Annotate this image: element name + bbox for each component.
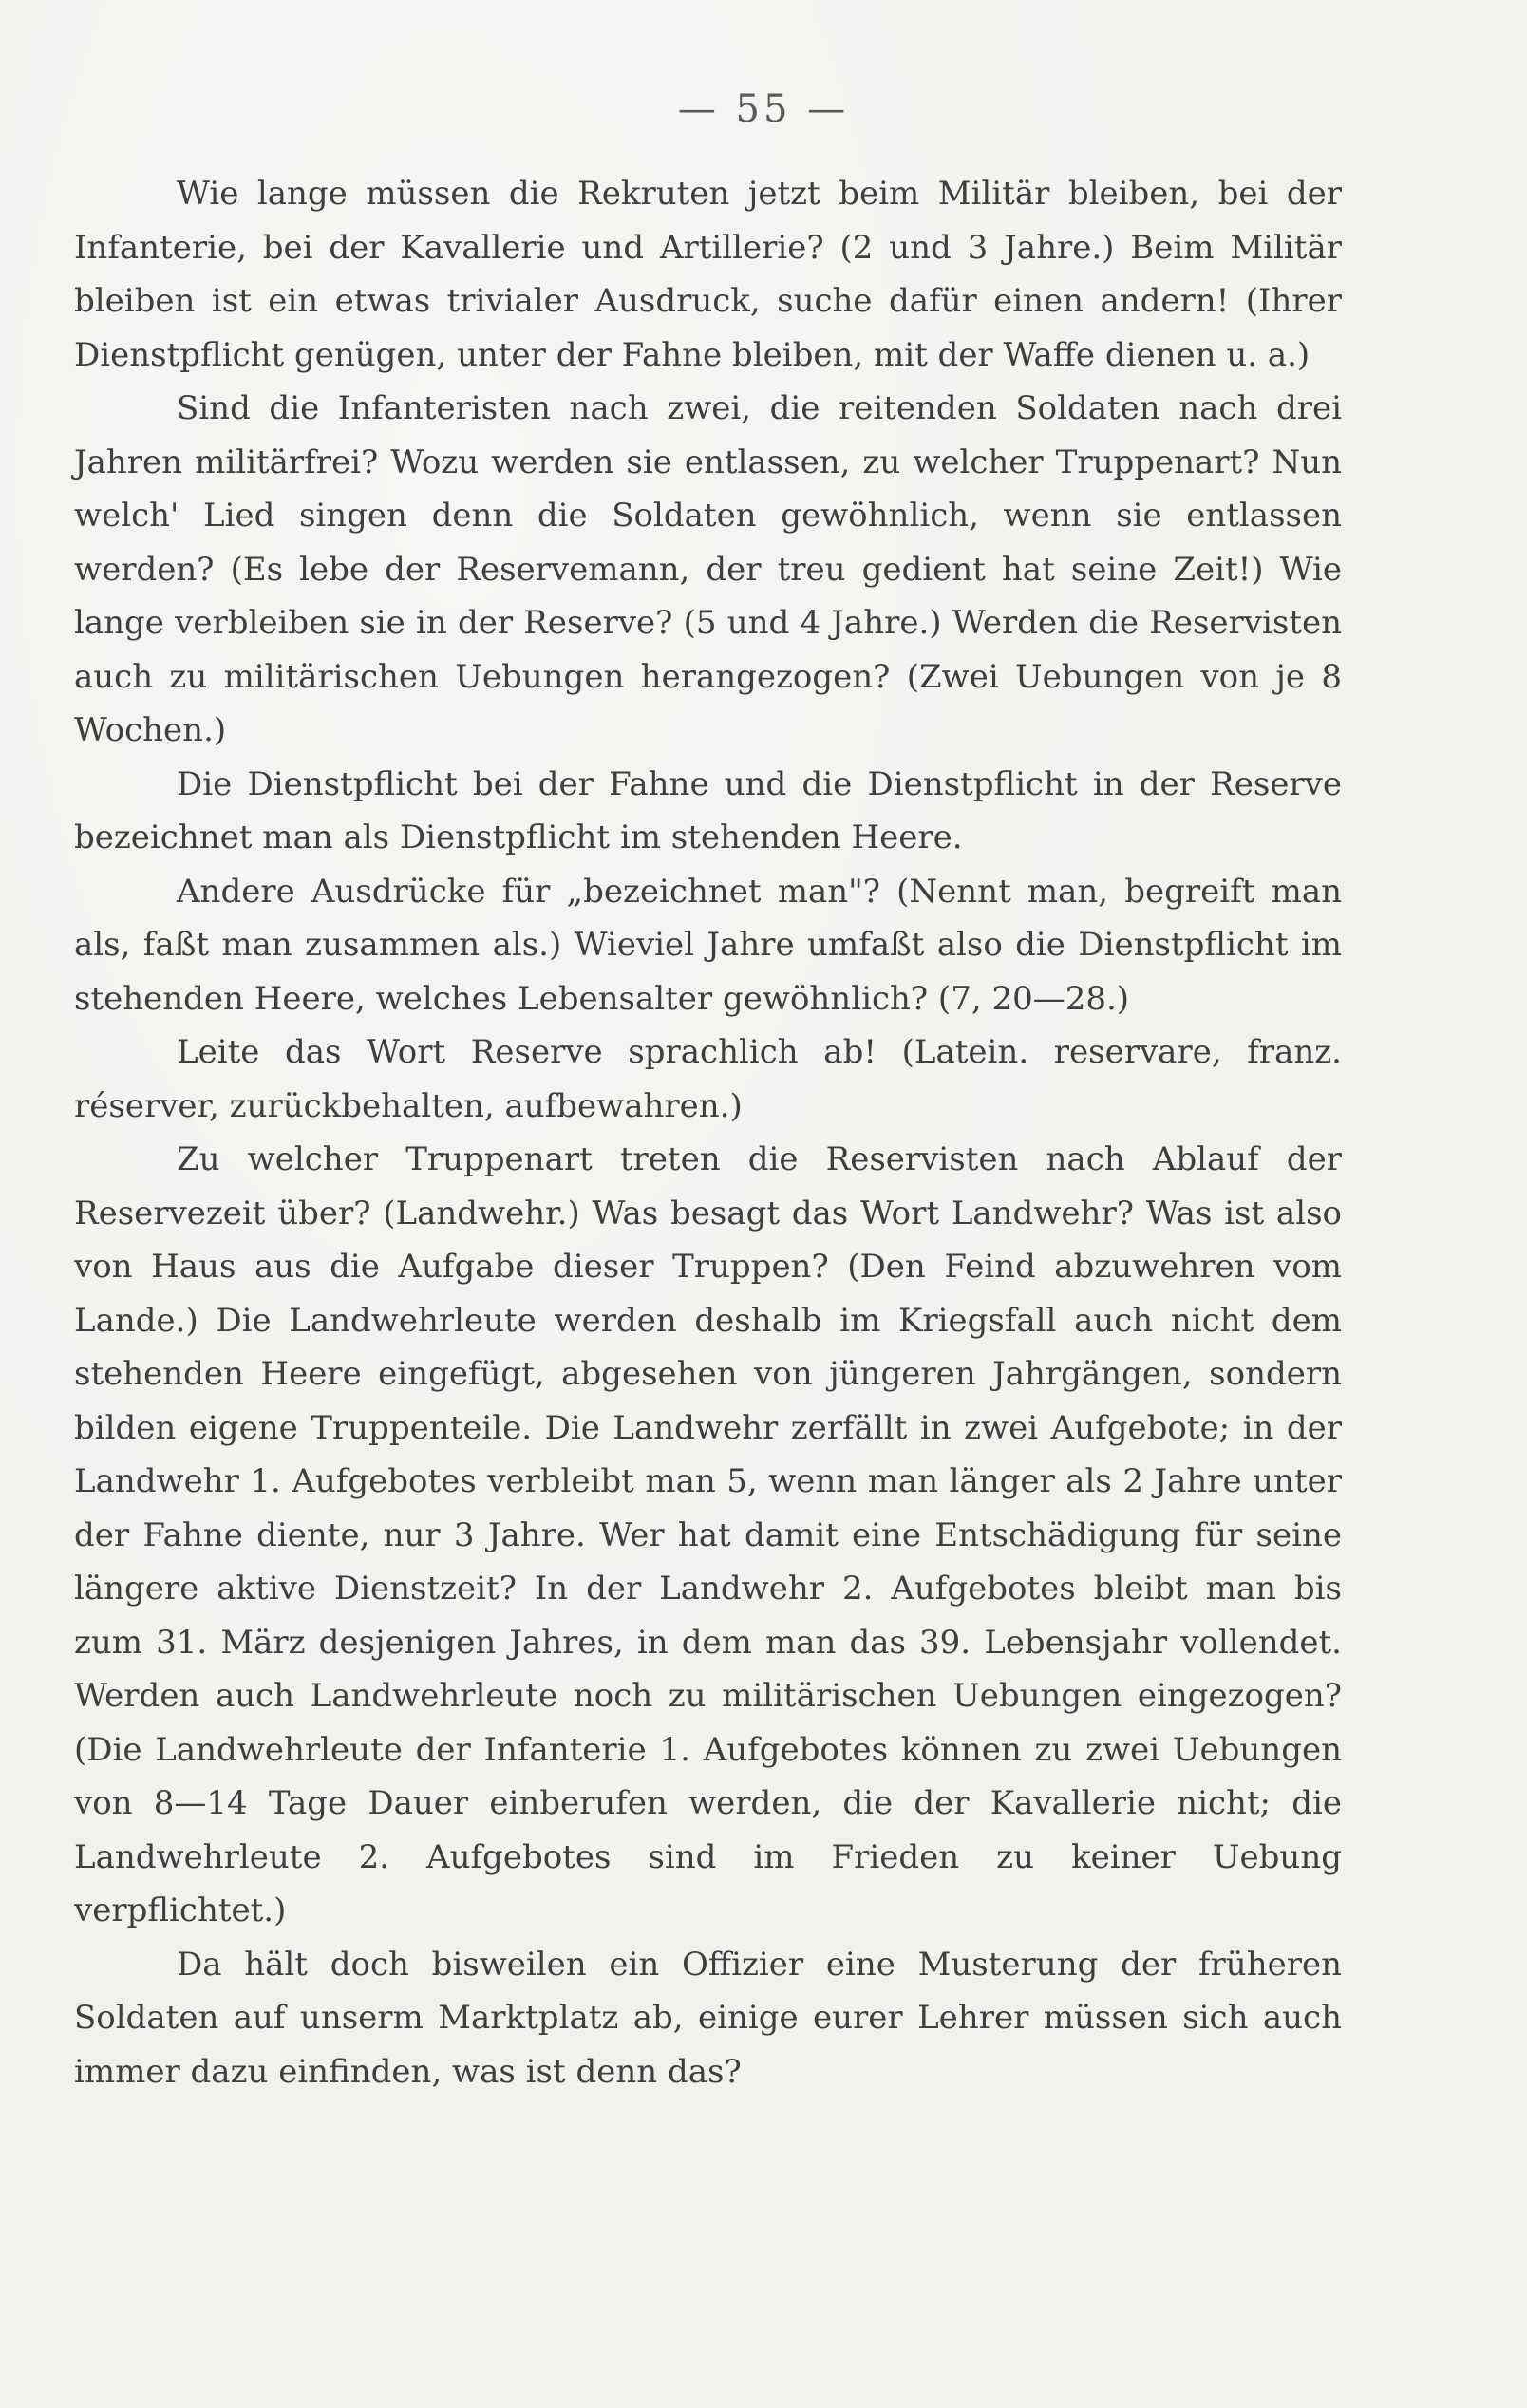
paragraph: Wie lange müssen die Rekruten jetzt beim Militär bleiben, bei der Infanterie, bei der Kavallerie und Artillerie? (2 und 3 Jahre.) Beim Militär bleiben ist ein etwas trivialer Ausdruck, suche dafür einen andern! (Ihrer Dienstpflicht genügen, unter der Fahne bleiben, mit der Waffe dienen u. a.) — [74, 175, 1342, 374]
paragraph: Da hält doch bisweilen ein Offizier eine Musterung der früheren Soldaten auf unserm Marktplatz ab, einige eurer Lehrer müssen sich auch immer dazu einfinden, was ist denn das? — [74, 1945, 1342, 2091]
paragraph: Die Dienstpflicht bei der Fahne und die Dienstpflicht in der Reserve bezeichnet man als Dienstpflicht im stehenden Heere. — [74, 764, 1342, 856]
paragraph: Andere Ausdrücke für „bezeichnet man"? (Nennt man, begreift man als, faßt man zusammen als.) Wieviel Jahre umfaßt also die Dienstpflicht im stehenden Heere, welches Lebensalter gewöhnlich? (7, 20—28.) — [74, 872, 1342, 1018]
paragraph: Sind die Infanteristen nach zwei, die reitenden Soldaten nach drei Jahren militärfrei? Wozu werden sie entlassen, zu welcher Truppenart? Nun welch' Lied singen denn die Soldaten gewöhnlich, wenn sie entlassen werden? (Es lebe der Reservemann, der treu gedient hat seine Zeit!) Wie lange verbleiben sie in der Reserve? (5 und 4 Jahre.) Werden die Reservisten auch zu militärischen Uebungen herangezogen? (Zwei Uebungen von je 8 Wochen.) — [74, 389, 1342, 749]
page-number: — 55 — — [677, 87, 850, 131]
body-text — [74, 167, 1342, 2098]
paragraph: Zu welcher Truppenart treten die Reservisten nach Ablauf der Reservezeit über? (Landwehr.) Was besagt das Wort Landwehr? Was ist also von Haus aus die Aufgabe dieser Truppen? (Den Feind abzuwehren vom Lande.) Die Landwehrleute werden deshalb im Kriegsfall auch nicht dem stehenden Heere eingefügt, abgesehen von jüngeren Jahrgängen, sondern bilden eigene Truppenteile. Die Landwehr zerfällt in zwei Aufgebote; in der Landwehr 1. Aufgebotes verbleibt man 5, wenn man länger als 2 Jahre unter der Fahne diente, nur 3 Jahre. Wer hat damit eine Entschädigung für seine längere aktive Dienstzeit? In der Landwehr 2. Aufgebotes bleibt man bis zum 31. März desjenigen Jahres, in dem man das 39. Lebensjahr vollendet. Werden auch Landwehrleute noch zu militärischen Uebungen eingezogen? (Die Landwehrleute der Infanterie 1. Aufgebotes können zu zwei Uebungen von 8—14 Tage Dauer einberufen werden, die der Kavallerie nicht; die Landwehrleute 2. Aufgebotes sind im Frieden zu keiner Uebung verpflichtet.) — [74, 1140, 1342, 1929]
paragraph: Leite das Wort Reserve sprachlich ab! (Latein. reservare, franz. réserver, zurückbehalten, aufbewahren.) — [74, 1033, 1342, 1125]
